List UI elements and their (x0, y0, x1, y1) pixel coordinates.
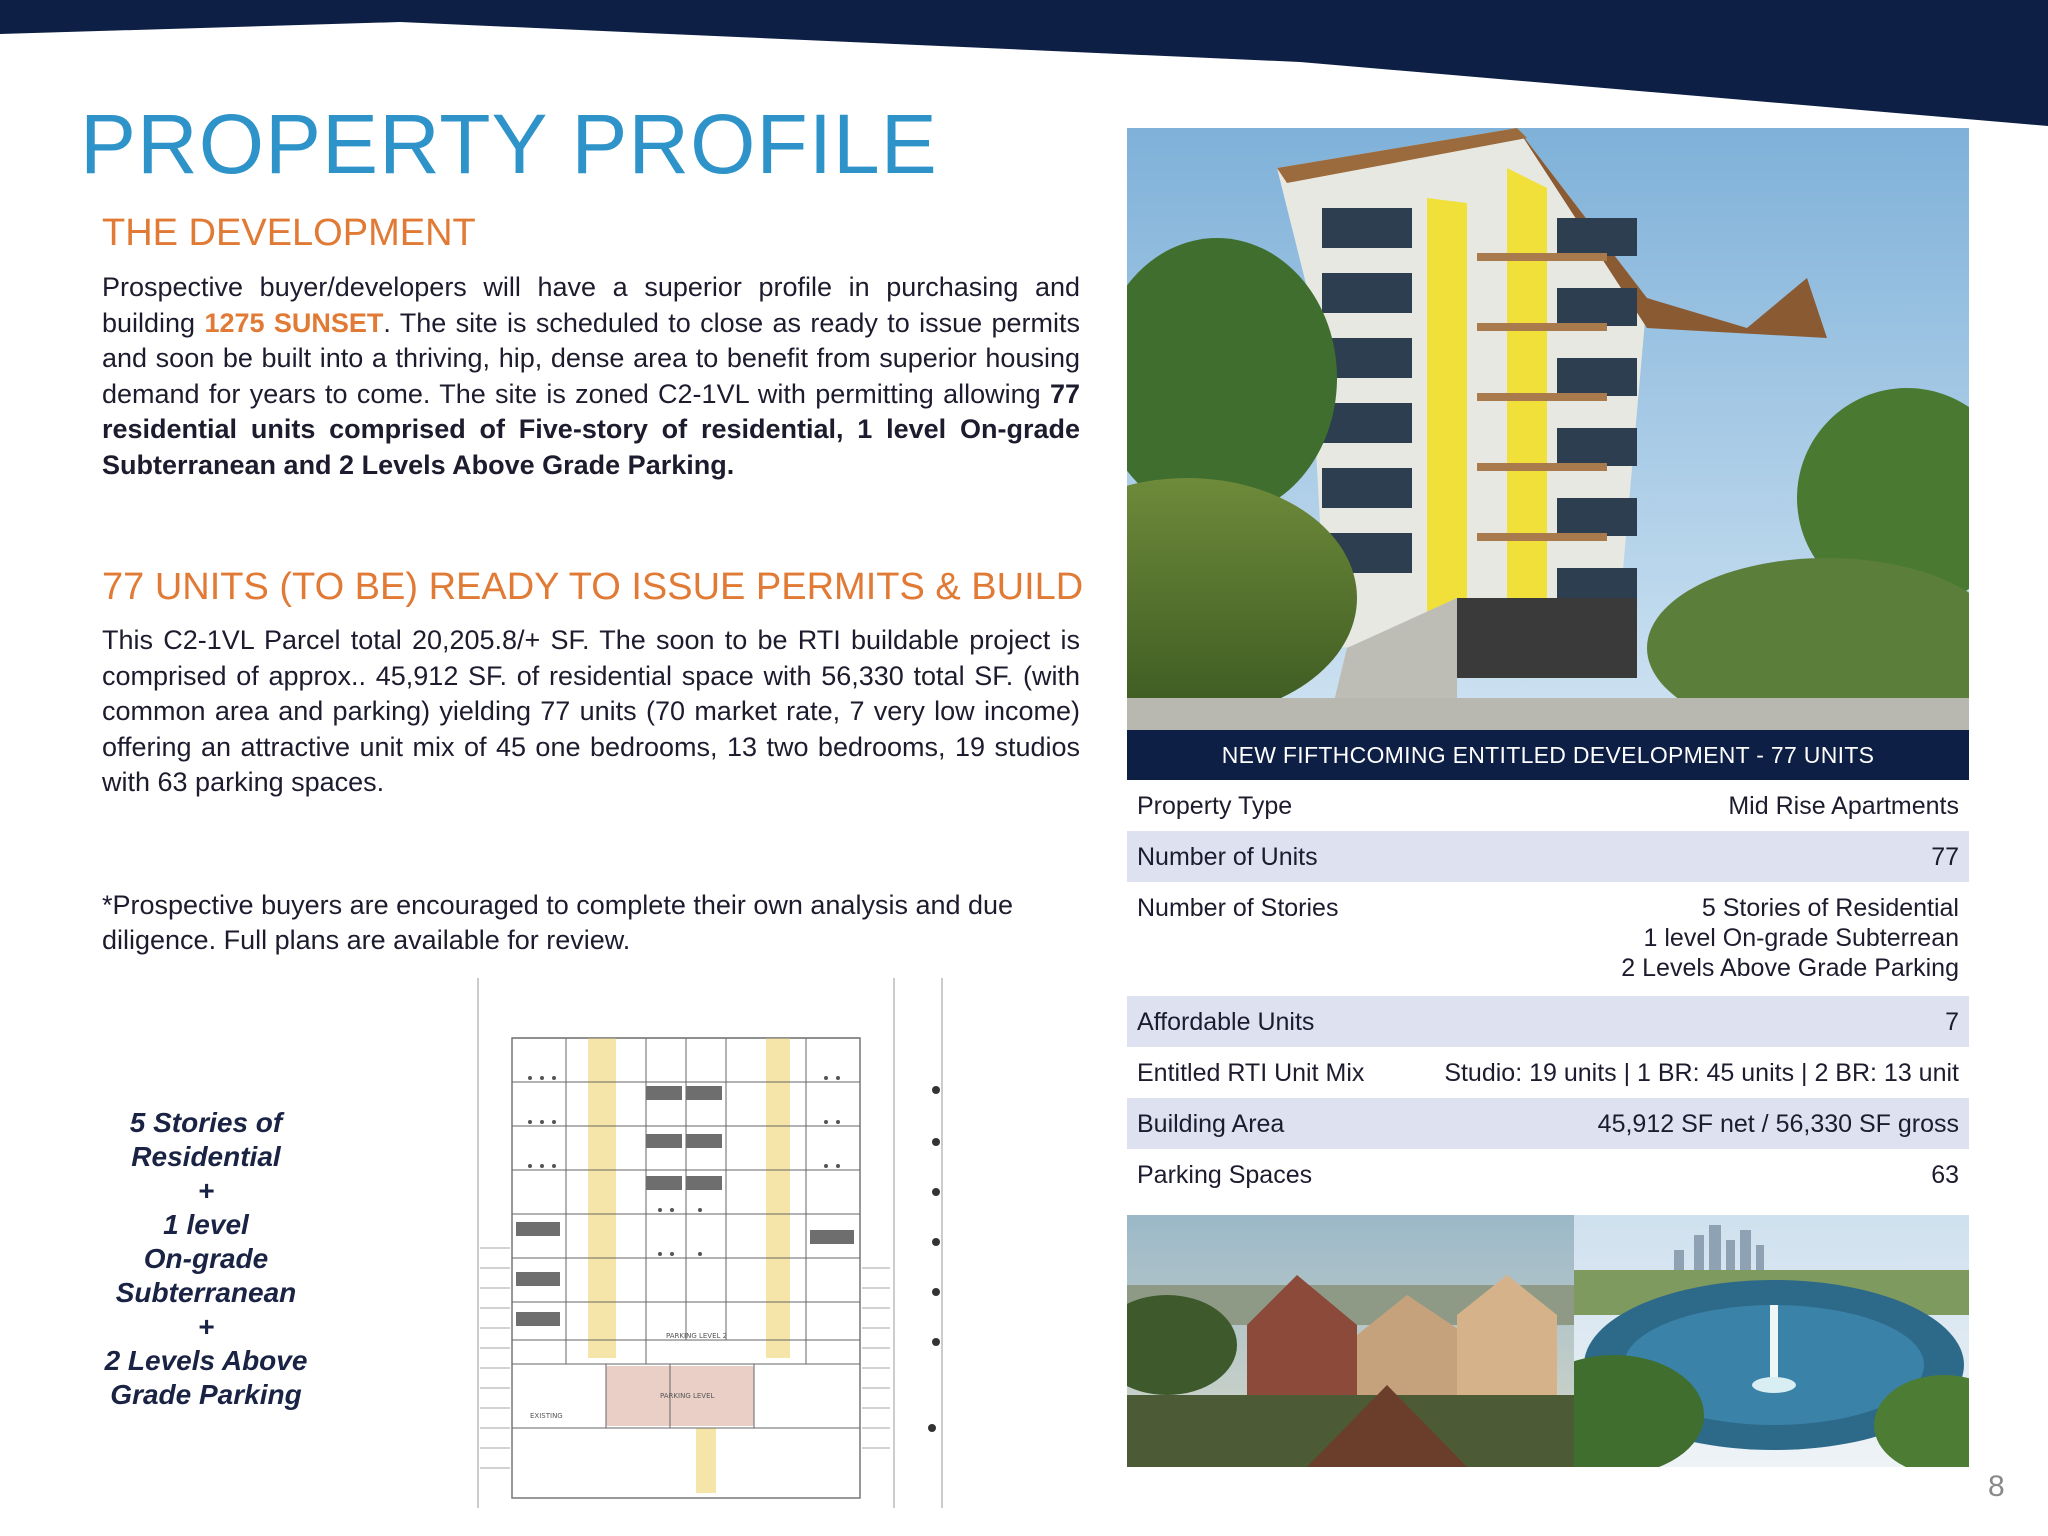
units-heading: 77 UNITS (TO BE) READY TO ISSUE PERMITS & BUILD (102, 566, 1084, 608)
row-value-line: 5 Stories of Residential (1701, 894, 1959, 922)
lake-skyline-photo (1574, 1215, 1969, 1467)
caption-line: + (197, 1311, 215, 1342)
property-name-highlight: 1275 SUNSET (204, 307, 384, 338)
row-value: 63 (1931, 1161, 1959, 1189)
row-value: Mid Rise Apartments (1728, 792, 1959, 820)
row-value-line: 1 level On-grade Subterrean (1643, 924, 1959, 952)
plan-label-parking-2: PARKING LEVEL 2 (666, 1332, 728, 1340)
table-row (1127, 882, 1969, 996)
caption-line: + (197, 1175, 215, 1206)
table-row (1127, 831, 1969, 882)
table-row (1127, 1098, 1969, 1149)
row-label: Parking Spaces (1137, 1161, 1313, 1189)
plan-label-parking: PARKING LEVEL (660, 1392, 715, 1400)
development-text-1: Prospective buyer/developers will have a superior profile in purchasing and building (102, 272, 1080, 338)
table-row (1127, 780, 1969, 831)
row-label: Building Area (1137, 1110, 1285, 1138)
row-value-line: 2 Levels Above Grade Parking (1621, 954, 1959, 982)
development-bold-text: 77 residential units comprised of Five-story of residential, 1 level On-grade Subterranean and 2 Levels Above Grade Parking. (102, 378, 1080, 480)
table-row (1127, 996, 1969, 1047)
victorian-houses-photo (1127, 1215, 1574, 1467)
row-value: 7 (1945, 1008, 1959, 1036)
row-label: Affordable Units (1137, 1008, 1315, 1036)
stories-caption (70, 1106, 342, 1412)
row-value: 77 (1931, 843, 1959, 871)
caption-line: 5 Stories of (129, 1107, 283, 1138)
row-label: Property Type (1137, 792, 1293, 820)
development-heading: THE DEVELOPMENT (102, 212, 476, 254)
caption-line: On-grade (143, 1243, 269, 1274)
photo-caption-bar: NEW FIFTHCOMING ENTITLED DEVELOPMENT - 77 UNITS (1127, 730, 1969, 780)
table-row (1127, 1047, 1969, 1098)
building-section-drawing (470, 978, 950, 1508)
caption-line: Subterranean (115, 1277, 297, 1308)
page-number: 8 (1988, 1470, 2005, 1503)
row-value (1621, 893, 1959, 983)
row-label: Number of Stories (1137, 894, 1339, 922)
property-details-table (1127, 780, 1969, 1200)
row-value: 45,912 SF net / 56,330 SF gross (1597, 1110, 1959, 1138)
caption-line: 2 Levels Above (104, 1345, 308, 1376)
plan-label-existing: EXISTING (530, 1412, 563, 1420)
table-row (1127, 1149, 1969, 1200)
caption-line: Grade Parking (110, 1379, 302, 1410)
due-diligence-note: *Prospective buyers are encouraged to complete their own analysis and due diligence. Full plans are available for review. (102, 890, 1014, 955)
building-rendering-image (1127, 128, 1969, 730)
units-paragraph: This C2-1VL Parcel total 20,205.8/+ SF. The soon to be RTI buildable project is comprised of approx.. 45,912 SF. of residential space with 56,330 total SF. (with common area and parking) yielding 77 units (70 market rate, 7 very low income) offering an attractive unit mix of 45 one bedrooms, 13 two bedrooms, 19 studios with 63 parking spaces. (102, 625, 1080, 797)
development-paragraph (102, 270, 1080, 483)
row-label: Entitled RTI Unit Mix (1137, 1059, 1365, 1087)
development-text-2: . The site is scheduled to close as ready to issue permits and soon be built into a thriving, hip, dense area to benefit from superior housing demand for years to come. The site is zoned C2-1VL with permitting allowing (102, 307, 1081, 409)
page-title: PROPERTY PROFILE (80, 97, 938, 191)
caption-line: Residential (131, 1141, 281, 1172)
caption-line: 1 level (163, 1209, 249, 1240)
row-label: Number of Units (1137, 843, 1318, 871)
row-value: Studio: 19 units | 1 BR: 45 units | 2 BR: 13 unit (1444, 1059, 1959, 1087)
